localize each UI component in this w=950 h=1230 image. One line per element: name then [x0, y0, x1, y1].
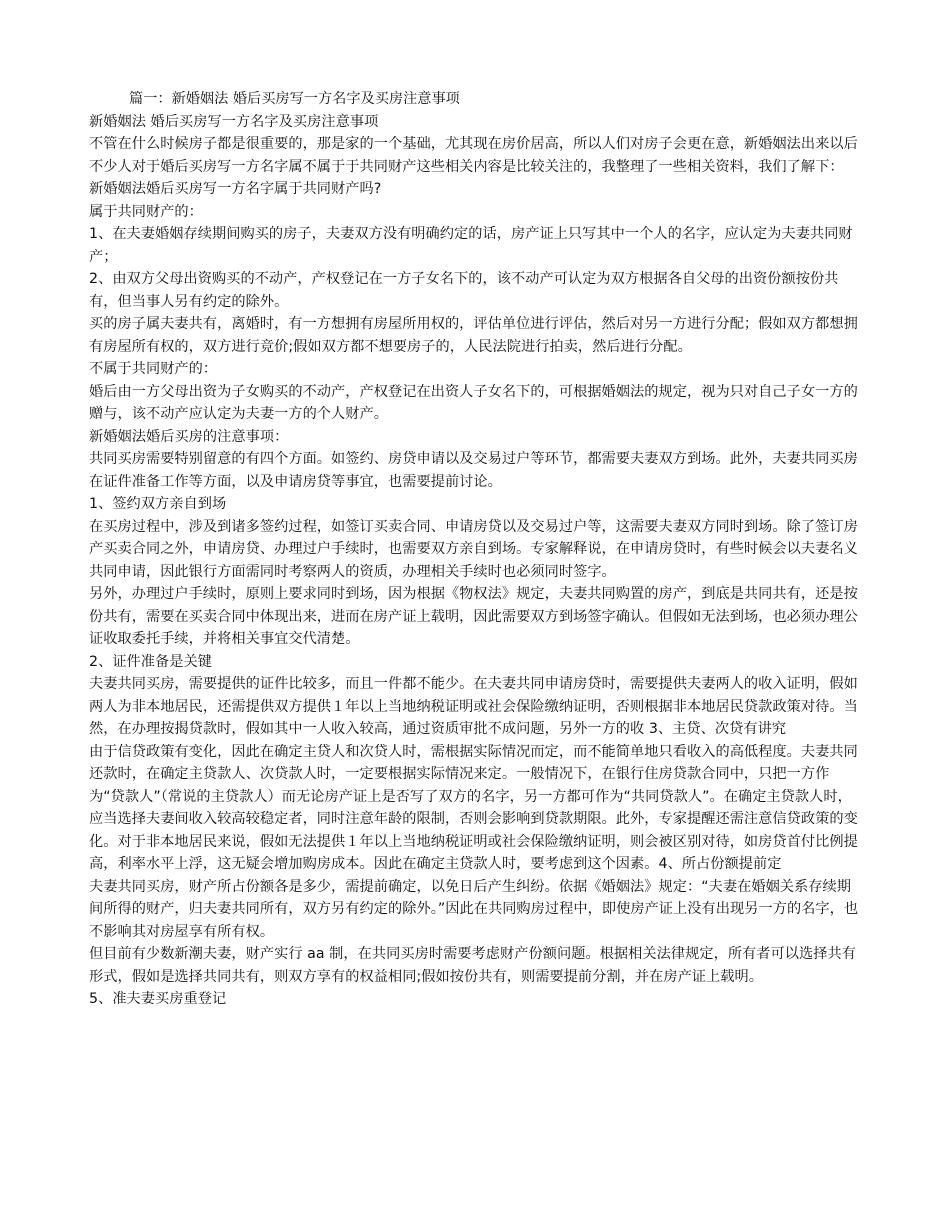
paragraph: 1、签约双方亲自到场: [89, 496, 227, 512]
paragraph: 2、由双方父母出资购买的不动产，产权登记在一方子女名下的，该不动产可认定为双方根据各自父母的出资份额按份共有，但当事人另有约定的除外。: [89, 271, 839, 310]
paragraph: 不属于共同财产的：: [89, 361, 218, 377]
paragraph: 夫妻共同买房，财产所占份额各是多少，需提前确定，以免日后产生纠纷。依据《婚姻法》规定：“夫妻在婚姻关系存续期间所得的财产，归夫妻共同所有，双方另有约定的除外。”因此在共同购房过程中，即使房产证上没有出现另一方的名字，也不影响其对房屋享有所有权。: [89, 878, 859, 940]
document-body: [89, 111, 865, 1011]
document-title: 篇一：新婚姻法 婚后买房写一方名字及买房注意事项: [129, 91, 460, 107]
paragraph: 新婚姻法婚后买房的注意事项：: [89, 428, 289, 445]
paragraph: 由于信贷政策有变化，因此在确定主贷人和次贷人时，需根据实际情况而定，而不能简单地只看收入的高低程度。夫妻共同还款时，在确定主贷款人、次贷款人时，一定要根据实际情况来定。一般情况下，在银行住房贷款合同中，只把一方作为“贷款人”（常说的主贷款人）而无论房产证上是否写了双方的名字，另一方都可作为“共同贷款人”。在确定主贷款人时，应当选择夫妻间收入较高较稳定者，同时注意年龄的限制，否则会影响到贷款期限。此外，专家提醒还需注意信贷政策的变化。对于非本地居民来说，假如无法提供１年以上当地纳税证明或社会保险缴纳证明，则会被区别对待，如房贷首付比例提高，利率水平上浮，这无疑会增加购房成本。因此在确定主贷款人时，要考虑到这个因素。4、所占份额提前定: [89, 743, 858, 872]
paragraph: 新婚姻法婚后买房写一方名字属于共同财产吗?: [89, 181, 382, 197]
paragraph: 1、在夫妻婚姻存续期间购买的房子，夫妻双方没有明确约定的话，房产证上只写其中一个人的名字，应认定为夫妻共同财产；: [89, 226, 853, 265]
paragraph: 新婚姻法 婚后买房写一方名字及买房注意事项: [89, 113, 379, 130]
paragraph: 不管在什么时候房子都是很重要的，那是家的一个基础，尤其现在房价居高，所以人们对房子会更在意，新婚姻法出来以后不少人对于婚后买房写一方名字属不属于于共同财产这些相关内容是比较关注的，我整理了一些相关资料，我们了解下：: [89, 136, 858, 175]
paragraph: 共同买房需要特别留意的有四个方面。如签约、房贷申请以及交易过户等环节，都需要夫妻双方到场。此外，夫妻共同买房在证件准备工作等方面，以及申请房贷等事宜，也需要提前讨论。: [89, 451, 858, 490]
paragraph: 婚后由一方父母出资为子女购买的不动产，产权登记在出资人子女名下的，可根据婚姻法的规定，视为只对自己子女一方的赠与，该不动产应认定为夫妻一方的个人财产。: [89, 383, 858, 422]
paragraph: 但目前有少数新潮夫妻，财产实行 aa 制，在共同买房时需要考虑财产份额问题。根据相关法律规定，所有者可以选择共有形式，假如是选择共同共有，则双方享有的权益相同;假如按份共有，则需要提前分割，并在房产证上载明。: [89, 946, 856, 985]
paragraph: 夫妻共同买房，需要提供的证件比较多，而且一件都不能少。在夫妻共同申请房贷时，需要提供夫妻两人的收入证明，假如两人为非本地居民，还需提供双方提供１年以上当地纳税证明或社会保险缴纳证明，否则根据非本地居民贷款政策对待。当然，在办理按揭贷款时，假如其中一人收入较高，通过资质审批不成问题，另外一方的收 3、主贷、次贷有讲究: [89, 676, 858, 737]
paragraph: 属于共同财产的：: [89, 203, 203, 220]
paragraph: 买的房子属夫妻共有，离婚时，有一方想拥有房屋所用权的，评估单位进行评估，然后对另一方进行分配；假如双方都想拥有房屋所有权的，双方进行竞价;假如双方都不想要房子的，人民法院进行拍卖，然后进行分配。: [89, 316, 858, 355]
paragraph: 另外，办理过户手续时，原则上要求同时到场，因为根据《物权法》规定，夫妻共同购置的房产，到底是共同共有，还是按份共有，需要在买卖合同中体现出来，进而在房产证上载明，因此需要双方到场签字确认。但假如无法到场，也必须办理公证收取委托手续，并将相关事宜交代清楚。: [89, 586, 858, 647]
paragraph: 在买房过程中，涉及到诸多签约过程，如签订买卖合同、申请房贷以及交易过户等，这需要夫妻双方同时到场。除了签订房产买卖合同之外，申请房贷、办理过户手续时，也需要双方亲自到场。专家解释说，在申请房贷时，有些时候会以夫妻名义共同申请，因此银行方面需同时考察两人的资质，办理相关手续时也必须同时签字。: [89, 518, 858, 580]
document-page: [89, 88, 865, 1011]
paragraph: 5、准夫妻买房重登记: [89, 991, 227, 1007]
paragraph: 2、证件准备是关键: [89, 653, 212, 670]
